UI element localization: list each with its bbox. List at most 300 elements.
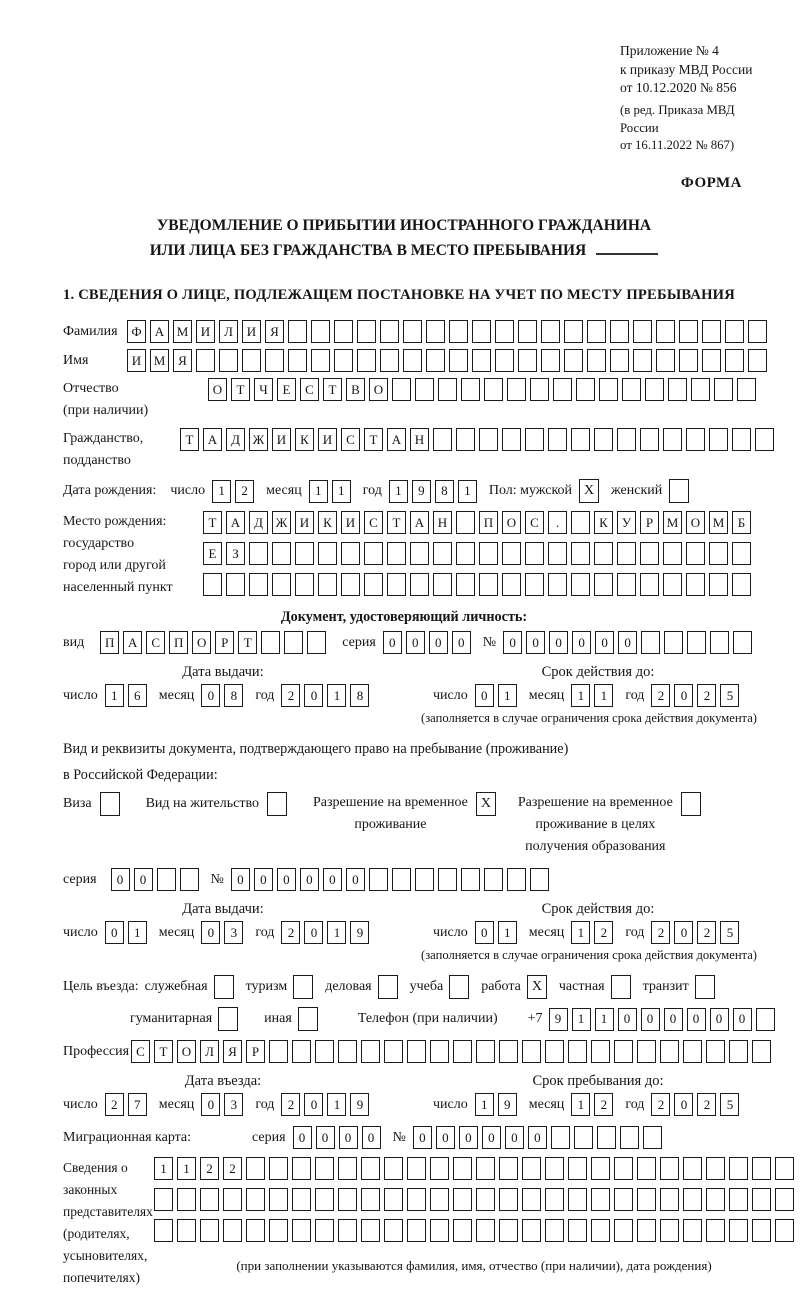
char-cell[interactable] <box>594 428 613 451</box>
char-cell[interactable] <box>507 868 526 891</box>
char-cell[interactable] <box>219 349 238 372</box>
char-cell[interactable]: 1 <box>332 480 351 503</box>
char-cell[interactable]: 1 <box>595 1008 614 1031</box>
char-cell[interactable] <box>775 1188 794 1211</box>
char-cell[interactable]: Ч <box>254 378 273 401</box>
char-cell[interactable] <box>495 349 514 372</box>
char-cell[interactable]: 2 <box>651 1093 670 1116</box>
char-cell[interactable]: И <box>295 511 314 534</box>
char-cell[interactable] <box>591 1188 610 1211</box>
purpose-work-checkbox[interactable]: X <box>527 975 547 999</box>
char-cell[interactable] <box>714 378 733 401</box>
char-cell[interactable]: 9 <box>549 1008 568 1031</box>
char-cell[interactable]: 0 <box>304 921 323 944</box>
char-cell[interactable] <box>403 320 422 343</box>
char-cell[interactable]: А <box>226 511 245 534</box>
char-cell[interactable] <box>525 542 544 565</box>
char-cell[interactable]: . <box>548 511 567 534</box>
char-cell[interactable] <box>292 1188 311 1211</box>
char-cell[interactable]: О <box>208 378 227 401</box>
char-cell[interactable] <box>507 378 526 401</box>
char-cell[interactable]: 1 <box>389 480 408 503</box>
char-cell[interactable] <box>591 1157 610 1180</box>
char-cell[interactable] <box>499 1157 518 1180</box>
char-cell[interactable]: 2 <box>235 480 254 503</box>
char-cell[interactable] <box>479 542 498 565</box>
char-cell[interactable] <box>706 1157 725 1180</box>
char-cell[interactable]: 0 <box>526 631 545 654</box>
char-cell[interactable] <box>361 1219 380 1242</box>
char-cell[interactable] <box>410 542 429 565</box>
char-cell[interactable] <box>752 1040 771 1063</box>
char-cell[interactable] <box>564 320 583 343</box>
char-cell[interactable]: 1 <box>458 480 477 503</box>
char-cell[interactable]: Т <box>203 511 222 534</box>
char-cell[interactable]: 1 <box>498 684 517 707</box>
char-cell[interactable] <box>410 573 429 596</box>
char-cell[interactable] <box>384 1188 403 1211</box>
char-cell[interactable] <box>571 542 590 565</box>
char-cell[interactable] <box>637 1219 656 1242</box>
char-cell[interactable]: 7 <box>128 1093 147 1116</box>
char-cell[interactable]: 0 <box>572 631 591 654</box>
char-cell[interactable] <box>249 542 268 565</box>
char-cell[interactable] <box>660 1188 679 1211</box>
char-cell[interactable]: 8 <box>435 480 454 503</box>
char-cell[interactable] <box>338 1188 357 1211</box>
char-cell[interactable] <box>545 1188 564 1211</box>
char-cell[interactable]: И <box>318 428 337 451</box>
char-cell[interactable] <box>568 1040 587 1063</box>
char-cell[interactable] <box>261 631 280 654</box>
char-cell[interactable] <box>725 349 744 372</box>
char-cell[interactable] <box>568 1157 587 1180</box>
char-cell[interactable]: О <box>686 511 705 534</box>
char-cell[interactable]: 0 <box>254 868 273 891</box>
char-cell[interactable]: 0 <box>482 1126 501 1149</box>
char-cell[interactable]: 0 <box>339 1126 358 1149</box>
char-cell[interactable] <box>284 631 303 654</box>
char-cell[interactable] <box>242 349 261 372</box>
char-cell[interactable] <box>576 378 595 401</box>
char-cell[interactable] <box>640 573 659 596</box>
char-cell[interactable]: 9 <box>498 1093 517 1116</box>
char-cell[interactable] <box>288 349 307 372</box>
char-cell[interactable]: С <box>300 378 319 401</box>
char-cell[interactable] <box>614 1188 633 1211</box>
char-cell[interactable]: О <box>369 378 388 401</box>
char-cell[interactable] <box>643 1126 662 1149</box>
char-cell[interactable]: Т <box>364 428 383 451</box>
char-cell[interactable] <box>430 1188 449 1211</box>
char-cell[interactable]: К <box>295 428 314 451</box>
char-cell[interactable] <box>752 1157 771 1180</box>
char-cell[interactable]: 0 <box>201 684 220 707</box>
education-residence-checkbox[interactable] <box>681 792 701 816</box>
char-cell[interactable] <box>288 320 307 343</box>
char-cell[interactable] <box>387 573 406 596</box>
char-cell[interactable] <box>663 542 682 565</box>
char-cell[interactable] <box>499 1188 518 1211</box>
char-cell[interactable] <box>732 542 751 565</box>
char-cell[interactable] <box>660 1040 679 1063</box>
char-cell[interactable] <box>545 1040 564 1063</box>
sex-male-checkbox[interactable]: X <box>579 479 599 503</box>
char-cell[interactable] <box>456 542 475 565</box>
char-cell[interactable] <box>403 349 422 372</box>
char-cell[interactable] <box>571 428 590 451</box>
purpose-study-checkbox[interactable] <box>449 975 469 999</box>
char-cell[interactable] <box>614 1157 633 1180</box>
char-cell[interactable] <box>223 1188 242 1211</box>
char-cell[interactable] <box>265 349 284 372</box>
char-cell[interactable] <box>361 1188 380 1211</box>
char-cell[interactable] <box>315 1188 334 1211</box>
char-cell[interactable]: 8 <box>350 684 369 707</box>
char-cell[interactable]: 0 <box>475 684 494 707</box>
char-cell[interactable]: 0 <box>323 868 342 891</box>
char-cell[interactable] <box>564 349 583 372</box>
purpose-tourism-checkbox[interactable] <box>293 975 313 999</box>
char-cell[interactable] <box>364 542 383 565</box>
char-cell[interactable]: 0 <box>105 921 124 944</box>
char-cell[interactable] <box>292 1040 311 1063</box>
char-cell[interactable] <box>407 1157 426 1180</box>
char-cell[interactable] <box>502 542 521 565</box>
char-cell[interactable]: М <box>173 320 192 343</box>
char-cell[interactable] <box>706 1040 725 1063</box>
char-cell[interactable] <box>541 349 560 372</box>
char-cell[interactable] <box>380 320 399 343</box>
char-cell[interactable]: Ж <box>272 511 291 534</box>
char-cell[interactable]: 5 <box>720 684 739 707</box>
char-cell[interactable]: И <box>341 511 360 534</box>
char-cell[interactable]: 0 <box>733 1008 752 1031</box>
char-cell[interactable]: 0 <box>406 631 425 654</box>
char-cell[interactable] <box>568 1219 587 1242</box>
char-cell[interactable]: 0 <box>674 921 693 944</box>
char-cell[interactable] <box>729 1157 748 1180</box>
char-cell[interactable]: 1 <box>594 684 613 707</box>
char-cell[interactable] <box>433 428 452 451</box>
char-cell[interactable]: И <box>272 428 291 451</box>
char-cell[interactable] <box>154 1219 173 1242</box>
char-cell[interactable] <box>453 1219 472 1242</box>
char-cell[interactable]: П <box>100 631 119 654</box>
char-cell[interactable]: 1 <box>327 1093 346 1116</box>
char-cell[interactable] <box>502 573 521 596</box>
char-cell[interactable] <box>200 1219 219 1242</box>
char-cell[interactable] <box>476 1188 495 1211</box>
char-cell[interactable]: 1 <box>571 1093 590 1116</box>
char-cell[interactable] <box>180 868 199 891</box>
char-cell[interactable] <box>426 349 445 372</box>
char-cell[interactable] <box>686 428 705 451</box>
char-cell[interactable] <box>392 868 411 891</box>
char-cell[interactable] <box>656 320 675 343</box>
purpose-other-checkbox[interactable] <box>298 1007 318 1031</box>
char-cell[interactable]: 0 <box>710 1008 729 1031</box>
char-cell[interactable]: 1 <box>475 1093 494 1116</box>
char-cell[interactable] <box>755 428 774 451</box>
char-cell[interactable]: М <box>709 511 728 534</box>
char-cell[interactable]: 2 <box>651 684 670 707</box>
char-cell[interactable]: 1 <box>177 1157 196 1180</box>
char-cell[interactable] <box>415 378 434 401</box>
char-cell[interactable] <box>683 1219 702 1242</box>
char-cell[interactable] <box>430 1040 449 1063</box>
char-cell[interactable]: 2 <box>281 1093 300 1116</box>
char-cell[interactable] <box>548 573 567 596</box>
char-cell[interactable]: 5 <box>720 1093 739 1116</box>
char-cell[interactable] <box>272 542 291 565</box>
char-cell[interactable] <box>610 320 629 343</box>
char-cell[interactable] <box>622 378 641 401</box>
char-cell[interactable] <box>502 428 521 451</box>
char-cell[interactable]: Т <box>154 1040 173 1063</box>
char-cell[interactable] <box>177 1219 196 1242</box>
char-cell[interactable] <box>571 573 590 596</box>
char-cell[interactable] <box>637 1188 656 1211</box>
char-cell[interactable] <box>617 542 636 565</box>
char-cell[interactable] <box>617 573 636 596</box>
char-cell[interactable]: 0 <box>475 921 494 944</box>
char-cell[interactable] <box>341 573 360 596</box>
char-cell[interactable]: Т <box>387 511 406 534</box>
char-cell[interactable] <box>729 1188 748 1211</box>
visa-checkbox[interactable] <box>100 792 120 816</box>
char-cell[interactable]: С <box>146 631 165 654</box>
char-cell[interactable]: А <box>410 511 429 534</box>
char-cell[interactable]: Д <box>226 428 245 451</box>
char-cell[interactable] <box>633 349 652 372</box>
char-cell[interactable] <box>269 1157 288 1180</box>
char-cell[interactable] <box>687 631 706 654</box>
char-cell[interactable]: 1 <box>105 684 124 707</box>
char-cell[interactable] <box>338 1040 357 1063</box>
char-cell[interactable] <box>338 1157 357 1180</box>
char-cell[interactable] <box>456 511 475 534</box>
char-cell[interactable] <box>476 1219 495 1242</box>
char-cell[interactable] <box>568 1188 587 1211</box>
char-cell[interactable] <box>334 349 353 372</box>
char-cell[interactable] <box>710 631 729 654</box>
char-cell[interactable] <box>591 1040 610 1063</box>
char-cell[interactable]: С <box>341 428 360 451</box>
char-cell[interactable] <box>679 320 698 343</box>
char-cell[interactable] <box>683 1040 702 1063</box>
char-cell[interactable] <box>702 320 721 343</box>
char-cell[interactable]: Т <box>238 631 257 654</box>
char-cell[interactable]: 2 <box>697 921 716 944</box>
char-cell[interactable]: Ф <box>127 320 146 343</box>
char-cell[interactable] <box>668 378 687 401</box>
char-cell[interactable]: А <box>123 631 142 654</box>
char-cell[interactable]: 2 <box>594 1093 613 1116</box>
char-cell[interactable]: Б <box>732 511 751 534</box>
char-cell[interactable]: 0 <box>201 921 220 944</box>
char-cell[interactable] <box>295 542 314 565</box>
purpose-official-checkbox[interactable] <box>214 975 234 999</box>
char-cell[interactable] <box>200 1188 219 1211</box>
char-cell[interactable] <box>614 1219 633 1242</box>
char-cell[interactable] <box>269 1219 288 1242</box>
char-cell[interactable] <box>461 868 480 891</box>
char-cell[interactable]: М <box>663 511 682 534</box>
char-cell[interactable] <box>663 428 682 451</box>
char-cell[interactable] <box>756 1008 775 1031</box>
char-cell[interactable]: Я <box>173 349 192 372</box>
char-cell[interactable] <box>597 1126 616 1149</box>
char-cell[interactable]: О <box>192 631 211 654</box>
char-cell[interactable] <box>522 1219 541 1242</box>
char-cell[interactable] <box>748 320 767 343</box>
char-cell[interactable]: Я <box>265 320 284 343</box>
char-cell[interactable]: К <box>594 511 613 534</box>
char-cell[interactable] <box>640 542 659 565</box>
char-cell[interactable]: 0 <box>528 1126 547 1149</box>
char-cell[interactable] <box>479 428 498 451</box>
char-cell[interactable] <box>246 1157 265 1180</box>
char-cell[interactable] <box>656 349 675 372</box>
char-cell[interactable]: Н <box>433 511 452 534</box>
char-cell[interactable]: И <box>196 320 215 343</box>
char-cell[interactable] <box>449 320 468 343</box>
char-cell[interactable] <box>729 1219 748 1242</box>
char-cell[interactable]: 0 <box>436 1126 455 1149</box>
char-cell[interactable] <box>384 1040 403 1063</box>
char-cell[interactable] <box>683 1188 702 1211</box>
char-cell[interactable] <box>380 349 399 372</box>
char-cell[interactable]: П <box>169 631 188 654</box>
char-cell[interactable] <box>315 1040 334 1063</box>
char-cell[interactable]: 0 <box>277 868 296 891</box>
char-cell[interactable] <box>594 542 613 565</box>
char-cell[interactable]: 0 <box>201 1093 220 1116</box>
char-cell[interactable] <box>438 868 457 891</box>
char-cell[interactable] <box>525 573 544 596</box>
char-cell[interactable] <box>752 1219 771 1242</box>
char-cell[interactable] <box>499 1219 518 1242</box>
char-cell[interactable] <box>246 1219 265 1242</box>
char-cell[interactable] <box>369 868 388 891</box>
char-cell[interactable] <box>522 1040 541 1063</box>
char-cell[interactable] <box>709 542 728 565</box>
char-cell[interactable] <box>461 378 480 401</box>
char-cell[interactable] <box>732 573 751 596</box>
char-cell[interactable] <box>384 1157 403 1180</box>
char-cell[interactable] <box>361 1157 380 1180</box>
char-cell[interactable]: Т <box>231 378 250 401</box>
char-cell[interactable] <box>548 542 567 565</box>
char-cell[interactable]: 1 <box>128 921 147 944</box>
char-cell[interactable] <box>725 320 744 343</box>
char-cell[interactable]: 2 <box>200 1157 219 1180</box>
char-cell[interactable]: 0 <box>362 1126 381 1149</box>
char-cell[interactable] <box>683 1157 702 1180</box>
char-cell[interactable]: 0 <box>618 1008 637 1031</box>
char-cell[interactable] <box>633 320 652 343</box>
char-cell[interactable]: Н <box>410 428 429 451</box>
char-cell[interactable] <box>426 320 445 343</box>
char-cell[interactable] <box>361 1040 380 1063</box>
char-cell[interactable]: 3 <box>224 1093 243 1116</box>
char-cell[interactable] <box>614 1040 633 1063</box>
char-cell[interactable]: 2 <box>594 921 613 944</box>
char-cell[interactable] <box>357 320 376 343</box>
char-cell[interactable]: 0 <box>134 868 153 891</box>
char-cell[interactable]: 0 <box>304 1093 323 1116</box>
char-cell[interactable]: 2 <box>105 1093 124 1116</box>
char-cell[interactable] <box>415 868 434 891</box>
char-cell[interactable] <box>269 1188 288 1211</box>
char-cell[interactable]: Л <box>219 320 238 343</box>
char-cell[interactable]: 6 <box>128 684 147 707</box>
char-cell[interactable] <box>525 428 544 451</box>
char-cell[interactable] <box>686 573 705 596</box>
char-cell[interactable]: 0 <box>618 631 637 654</box>
char-cell[interactable]: 0 <box>316 1126 335 1149</box>
char-cell[interactable]: Я <box>223 1040 242 1063</box>
char-cell[interactable]: В <box>346 378 365 401</box>
char-cell[interactable]: 1 <box>571 921 590 944</box>
char-cell[interactable] <box>407 1219 426 1242</box>
char-cell[interactable] <box>637 1157 656 1180</box>
char-cell[interactable]: 0 <box>674 1093 693 1116</box>
char-cell[interactable] <box>223 1219 242 1242</box>
char-cell[interactable]: 0 <box>304 684 323 707</box>
char-cell[interactable]: 9 <box>350 921 369 944</box>
char-cell[interactable]: О <box>502 511 521 534</box>
char-cell[interactable]: С <box>131 1040 150 1063</box>
char-cell[interactable]: 2 <box>697 684 716 707</box>
char-cell[interactable] <box>660 1219 679 1242</box>
char-cell[interactable] <box>664 631 683 654</box>
char-cell[interactable] <box>338 1219 357 1242</box>
char-cell[interactable]: 0 <box>111 868 130 891</box>
char-cell[interactable]: 0 <box>505 1126 524 1149</box>
char-cell[interactable] <box>226 573 245 596</box>
char-cell[interactable] <box>545 1157 564 1180</box>
char-cell[interactable] <box>438 378 457 401</box>
residence-permit-checkbox[interactable] <box>267 792 287 816</box>
char-cell[interactable] <box>702 349 721 372</box>
char-cell[interactable]: 8 <box>224 684 243 707</box>
char-cell[interactable] <box>177 1188 196 1211</box>
char-cell[interactable] <box>476 1157 495 1180</box>
char-cell[interactable] <box>453 1040 472 1063</box>
char-cell[interactable] <box>587 320 606 343</box>
temporary-residence-checkbox[interactable]: X <box>476 792 496 816</box>
char-cell[interactable] <box>484 378 503 401</box>
char-cell[interactable] <box>495 320 514 343</box>
char-cell[interactable] <box>551 1126 570 1149</box>
char-cell[interactable] <box>472 320 491 343</box>
char-cell[interactable]: 0 <box>595 631 614 654</box>
char-cell[interactable] <box>679 349 698 372</box>
char-cell[interactable]: 1 <box>571 684 590 707</box>
char-cell[interactable] <box>292 1157 311 1180</box>
char-cell[interactable] <box>775 1157 794 1180</box>
char-cell[interactable] <box>645 378 664 401</box>
char-cell[interactable] <box>315 1219 334 1242</box>
char-cell[interactable] <box>587 349 606 372</box>
char-cell[interactable]: 0 <box>459 1126 478 1149</box>
char-cell[interactable] <box>311 320 330 343</box>
char-cell[interactable] <box>641 631 660 654</box>
char-cell[interactable]: 1 <box>498 921 517 944</box>
char-cell[interactable]: Е <box>203 542 222 565</box>
